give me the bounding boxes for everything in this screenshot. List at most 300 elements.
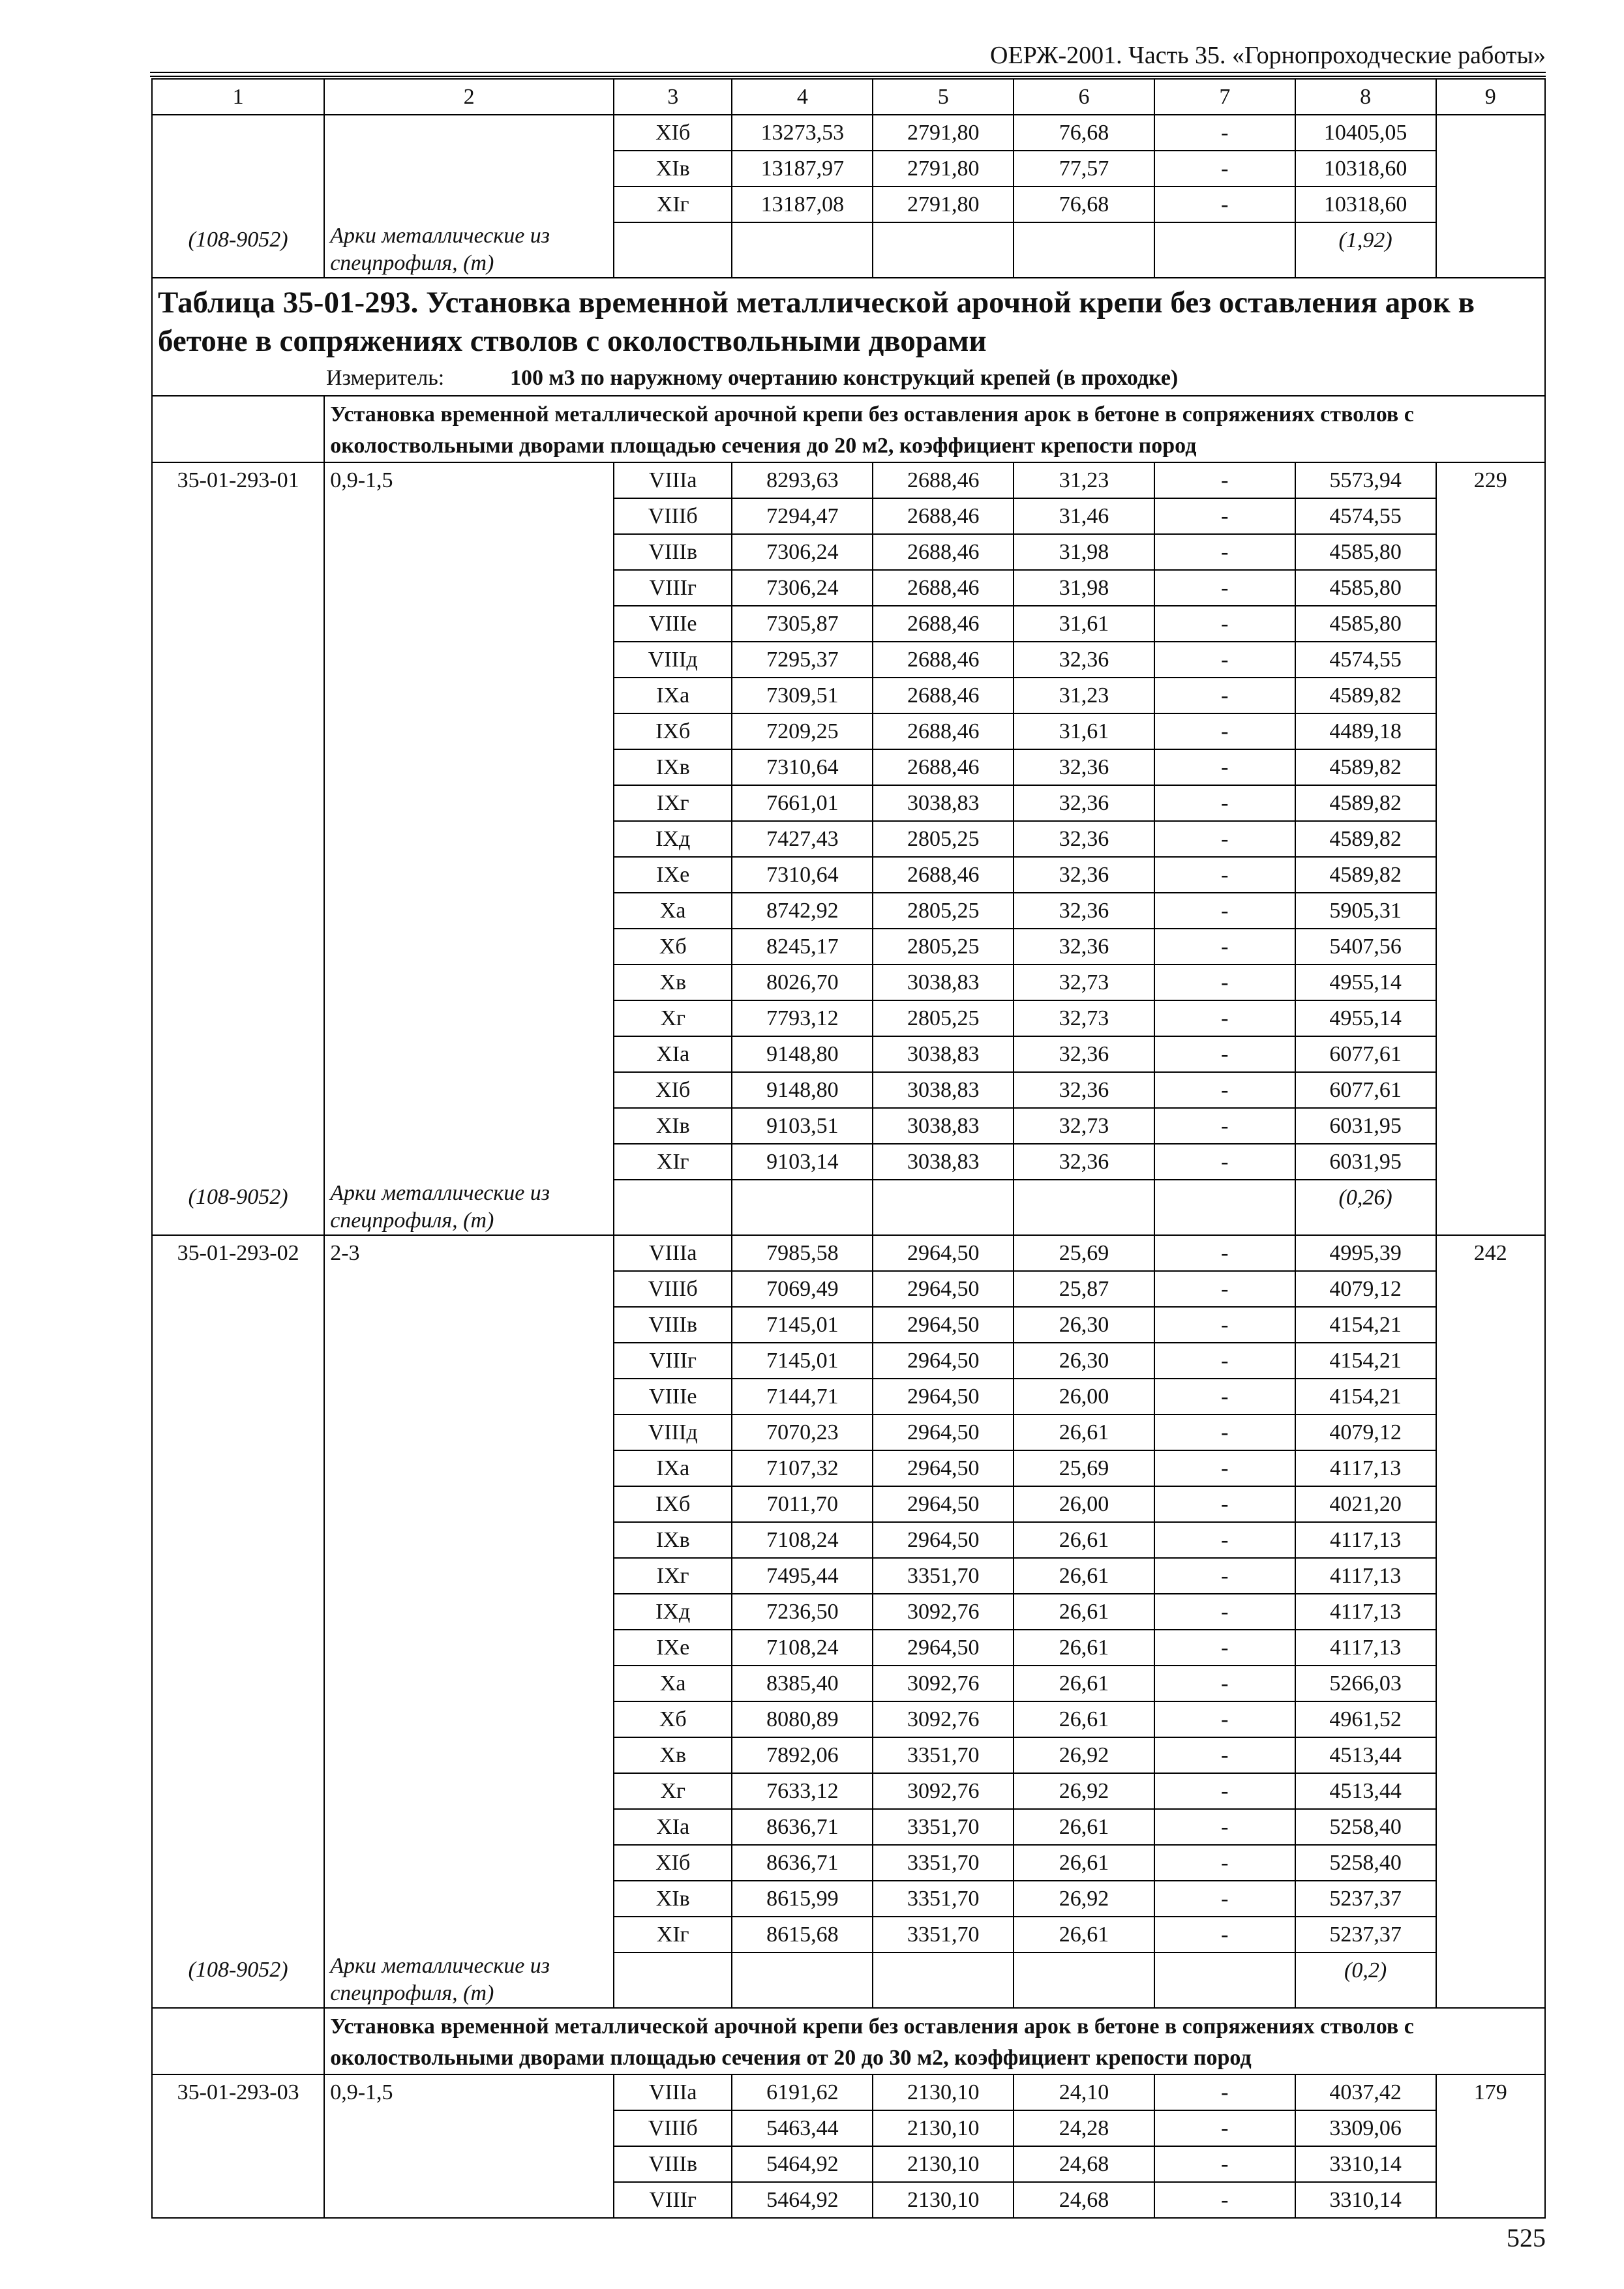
empty-cell: [1014, 222, 1154, 278]
value-cell: 4574,55: [1295, 642, 1436, 678]
value-cell: -: [1154, 1773, 1295, 1809]
rate-code: 35-01-293-01: [152, 462, 324, 498]
value-cell: 3310,14: [1295, 2146, 1436, 2182]
empty-cell: [324, 1343, 614, 1379]
value-cell: 4021,20: [1295, 1486, 1436, 1522]
value-cell: 4117,13: [1295, 1630, 1436, 1666]
caption-row: [152, 278, 1545, 361]
measure-row: [152, 361, 1545, 396]
value-cell: 4513,44: [1295, 1773, 1436, 1809]
value-cell: 7145,01: [732, 1343, 873, 1379]
value-cell: VIIIе: [614, 606, 732, 642]
value-cell: 2688,46: [873, 713, 1014, 749]
value-cell: VIIIв: [614, 1307, 732, 1343]
value-cell: VIIIб: [614, 498, 732, 534]
empty-cell: [324, 1414, 614, 1450]
empty-cell: [152, 857, 324, 893]
table-caption: Таблица 35-01-293. Установка временной металлической арочной крепи без оставления арок в бетоне в сопряжениях стволов с околоствольными дворами: [152, 278, 1545, 361]
section-title: Установка временной металлической арочной крепи без оставления арок в бетоне в сопряжениях стволов с околоствольными дворами площадью сечения от 20 до 30 м2, коэффициент крепости пород: [324, 2008, 1545, 2074]
value-cell: -: [1154, 1737, 1295, 1773]
value-cell: 4154,21: [1295, 1379, 1436, 1414]
empty-cell: [152, 749, 324, 785]
empty-cell: [1014, 1180, 1154, 1235]
value-cell: VIIIг: [614, 2182, 732, 2218]
empty-cell: [152, 570, 324, 606]
empty-cell: [324, 965, 614, 1000]
value-cell: -: [1154, 678, 1295, 713]
value-cell: 7145,01: [732, 1307, 873, 1343]
value-cell: 3038,83: [873, 965, 1014, 1000]
empty-cell: [152, 785, 324, 821]
empty-cell: [1436, 1594, 1545, 1630]
value-cell: 5407,56: [1295, 929, 1436, 965]
column-number: 1: [152, 79, 324, 115]
table-row: [152, 462, 1545, 498]
empty-cell: [152, 1307, 324, 1343]
resource-name: Арки металлические из спецпрофиля, (т): [324, 1952, 614, 2008]
empty-cell: [873, 222, 1014, 278]
value-cell: 6031,95: [1295, 1144, 1436, 1180]
empty-cell: [1154, 1952, 1295, 2008]
value-cell: 2964,50: [873, 1450, 1014, 1486]
empty-cell: [1436, 749, 1545, 785]
value-cell: 2964,50: [873, 1343, 1014, 1379]
value-cell: 32,73: [1014, 965, 1154, 1000]
value-cell: 7985,58: [732, 1235, 873, 1271]
value-cell: -: [1154, 151, 1295, 187]
value-cell: -: [1154, 1701, 1295, 1737]
column-number: 3: [614, 79, 732, 115]
empty-cell: [324, 893, 614, 929]
empty-cell: [1436, 115, 1545, 151]
value-cell: 3092,76: [873, 1773, 1014, 1809]
table-row: [152, 1036, 1545, 1072]
value-cell: 31,23: [1014, 678, 1154, 713]
value-cell: 5237,37: [1295, 1881, 1436, 1917]
column-9-value: 229: [1436, 462, 1545, 498]
table-row: [152, 1630, 1545, 1666]
value-cell: 7108,24: [732, 1630, 873, 1666]
empty-cell: [1436, 857, 1545, 893]
value-cell: 2130,10: [873, 2074, 1014, 2110]
value-cell: 6077,61: [1295, 1072, 1436, 1108]
empty-cell: [324, 1379, 614, 1414]
value-cell: -: [1154, 1036, 1295, 1072]
value-cell: 7306,24: [732, 534, 873, 570]
empty-cell: [324, 1630, 614, 1666]
value-cell: 32,36: [1014, 1144, 1154, 1180]
value-cell: 2688,46: [873, 462, 1014, 498]
value-cell: 3351,70: [873, 1845, 1014, 1881]
empty-cell: [152, 1522, 324, 1558]
value-cell: 9148,80: [732, 1072, 873, 1108]
value-cell: 2791,80: [873, 187, 1014, 222]
table-row: [152, 1773, 1545, 1809]
empty-cell: [324, 1809, 614, 1845]
value-cell: 8385,40: [732, 1666, 873, 1701]
value-cell: Xa: [614, 893, 732, 929]
value-cell: Xв: [614, 1737, 732, 1773]
table-row: [152, 1701, 1545, 1737]
empty-cell: [324, 821, 614, 857]
table-row: [152, 498, 1545, 534]
value-cell: 9148,80: [732, 1036, 873, 1072]
empty-cell: [152, 713, 324, 749]
value-cell: 31,98: [1014, 534, 1154, 570]
resource-qty: (0,2): [1295, 1952, 1436, 2008]
empty-cell: [1436, 570, 1545, 606]
empty-cell: [1436, 1144, 1545, 1180]
empty-cell: [324, 1666, 614, 1701]
value-cell: 7305,87: [732, 606, 873, 642]
value-cell: 7427,43: [732, 821, 873, 857]
empty-cell: [873, 1952, 1014, 2008]
empty-cell: [324, 1144, 614, 1180]
value-cell: 4574,55: [1295, 498, 1436, 534]
value-cell: -: [1154, 187, 1295, 222]
value-cell: 3351,70: [873, 1917, 1014, 1952]
section-title-row: [152, 396, 1545, 462]
value-cell: -: [1154, 2182, 1295, 2218]
value-cell: 3310,14: [1295, 2182, 1436, 2218]
table-row: [152, 1235, 1545, 1271]
value-cell: 2688,46: [873, 534, 1014, 570]
empty-cell: [152, 1036, 324, 1072]
empty-cell: [324, 2146, 614, 2182]
value-cell: 8636,71: [732, 1809, 873, 1845]
value-cell: -: [1154, 1594, 1295, 1630]
value-cell: 4489,18: [1295, 713, 1436, 749]
value-cell: 77,57: [1014, 151, 1154, 187]
value-cell: 2805,25: [873, 893, 1014, 929]
value-cell: 3351,70: [873, 1737, 1014, 1773]
empty-cell: [1436, 1180, 1545, 1235]
empty-cell: [1436, 1952, 1545, 2008]
value-cell: IXб: [614, 1486, 732, 1522]
table-row: [152, 749, 1545, 785]
value-cell: IXa: [614, 678, 732, 713]
value-cell: 2805,25: [873, 929, 1014, 965]
rock-hardness: 2-3: [324, 1235, 614, 1271]
value-cell: IXе: [614, 1630, 732, 1666]
value-cell: 7310,64: [732, 857, 873, 893]
empty-cell: [1436, 222, 1545, 278]
value-cell: 7209,25: [732, 713, 873, 749]
value-cell: -: [1154, 1450, 1295, 1486]
value-cell: IXд: [614, 1594, 732, 1630]
value-cell: 3092,76: [873, 1701, 1014, 1737]
empty-cell: [1436, 1379, 1545, 1414]
empty-cell: [324, 1307, 614, 1343]
empty-cell: [152, 1000, 324, 1036]
empty-cell: [324, 1845, 614, 1881]
value-cell: 26,92: [1014, 1737, 1154, 1773]
empty-cell: [324, 1522, 614, 1558]
empty-cell: [152, 1414, 324, 1450]
value-cell: 26,00: [1014, 1379, 1154, 1414]
table-row: [152, 2146, 1545, 2182]
value-cell: 6077,61: [1295, 1036, 1436, 1072]
value-cell: -: [1154, 785, 1295, 821]
value-cell: XIв: [614, 1108, 732, 1144]
value-cell: 7295,37: [732, 642, 873, 678]
empty-cell: [324, 2182, 614, 2218]
value-cell: 32,36: [1014, 857, 1154, 893]
empty-cell: [1436, 1701, 1545, 1737]
empty-cell: [152, 642, 324, 678]
value-cell: 31,61: [1014, 713, 1154, 749]
value-cell: 3038,83: [873, 1108, 1014, 1144]
empty-cell: [152, 1809, 324, 1845]
empty-cell: [324, 570, 614, 606]
value-cell: -: [1154, 1522, 1295, 1558]
empty-cell: [324, 857, 614, 893]
empty-cell: [614, 1180, 732, 1235]
value-cell: -: [1154, 857, 1295, 893]
value-cell: 2791,80: [873, 115, 1014, 151]
value-cell: -: [1154, 1845, 1295, 1881]
empty-cell: [152, 187, 324, 222]
empty-cell: [1436, 1414, 1545, 1450]
empty-cell: [324, 1558, 614, 1594]
resource-name: Арки металлические из спецпрофиля, (т): [324, 222, 614, 278]
empty-cell: [324, 713, 614, 749]
value-cell: -: [1154, 1343, 1295, 1379]
header-rule: [150, 72, 1546, 73]
value-cell: 7011,70: [732, 1486, 873, 1522]
value-cell: -: [1154, 462, 1295, 498]
table-row: [152, 2110, 1545, 2146]
value-cell: VIIIв: [614, 2146, 732, 2182]
empty-cell: [324, 1737, 614, 1773]
value-cell: 8742,92: [732, 893, 873, 929]
value-cell: 26,61: [1014, 1594, 1154, 1630]
value-cell: 7892,06: [732, 1737, 873, 1773]
value-cell: 7144,71: [732, 1379, 873, 1414]
value-cell: -: [1154, 821, 1295, 857]
value-cell: 31,23: [1014, 462, 1154, 498]
column-number: 5: [873, 79, 1014, 115]
value-cell: VIIIв: [614, 534, 732, 570]
value-cell: -: [1154, 1072, 1295, 1108]
running-header: ОЕРЖ-2001. Часть 35. «Горнопроходческие работы»: [990, 42, 1546, 69]
resource-qty: (1,92): [1295, 222, 1436, 278]
value-cell: 2688,46: [873, 606, 1014, 642]
value-cell: 2964,50: [873, 1522, 1014, 1558]
resource-code: (108-9052): [152, 1952, 324, 2008]
value-cell: 32,73: [1014, 1108, 1154, 1144]
value-cell: XIг: [614, 1917, 732, 1952]
value-cell: 4589,82: [1295, 749, 1436, 785]
value-cell: XIб: [614, 1845, 732, 1881]
table-row: [152, 1379, 1545, 1414]
value-cell: 2805,25: [873, 821, 1014, 857]
value-cell: 4117,13: [1295, 1594, 1436, 1630]
value-cell: -: [1154, 570, 1295, 606]
value-cell: 7070,23: [732, 1414, 873, 1450]
value-cell: -: [1154, 1235, 1295, 1271]
empty-cell: [1436, 1630, 1545, 1666]
value-cell: -: [1154, 965, 1295, 1000]
empty-cell: [324, 1271, 614, 1307]
value-cell: 7236,50: [732, 1594, 873, 1630]
table-row: [152, 151, 1545, 187]
value-cell: VIIIд: [614, 1414, 732, 1450]
rock-hardness: 0,9-1,5: [324, 2074, 614, 2110]
value-cell: 4589,82: [1295, 678, 1436, 713]
table-row: [152, 1809, 1545, 1845]
table-row: [152, 1000, 1545, 1036]
value-cell: VIIIa: [614, 1235, 732, 1271]
value-cell: 32,36: [1014, 642, 1154, 678]
value-cell: 4961,52: [1295, 1701, 1436, 1737]
empty-cell: [1436, 821, 1545, 857]
table-row: [152, 1144, 1545, 1180]
value-cell: 2964,50: [873, 1271, 1014, 1307]
empty-cell: [152, 2110, 324, 2146]
table-row: [152, 857, 1545, 893]
empty-cell: [324, 1108, 614, 1144]
empty-cell: [1436, 1737, 1545, 1773]
empty-cell: [152, 1072, 324, 1108]
table-row: [152, 965, 1545, 1000]
value-cell: 76,68: [1014, 187, 1154, 222]
value-cell: 4117,13: [1295, 1522, 1436, 1558]
value-cell: 31,46: [1014, 498, 1154, 534]
value-cell: 2130,10: [873, 2146, 1014, 2182]
value-cell: VIIIa: [614, 2074, 732, 2110]
value-cell: 4079,12: [1295, 1271, 1436, 1307]
value-cell: 10318,60: [1295, 151, 1436, 187]
value-cell: 2964,50: [873, 1235, 1014, 1271]
table-row: [152, 1845, 1545, 1881]
rates-table: [151, 78, 1546, 2219]
value-cell: 26,61: [1014, 1414, 1154, 1450]
value-cell: 7495,44: [732, 1558, 873, 1594]
value-cell: VIIIг: [614, 1343, 732, 1379]
empty-cell: [1154, 1180, 1295, 1235]
table-row: [152, 785, 1545, 821]
value-cell: Xa: [614, 1666, 732, 1701]
value-cell: -: [1154, 1666, 1295, 1701]
empty-cell: [1436, 713, 1545, 749]
value-cell: Xб: [614, 1701, 732, 1737]
value-cell: -: [1154, 1379, 1295, 1414]
value-cell: 5258,40: [1295, 1809, 1436, 1845]
value-cell: 2688,46: [873, 570, 1014, 606]
empty-cell: [152, 151, 324, 187]
value-cell: Xг: [614, 1773, 732, 1809]
value-cell: -: [1154, 1271, 1295, 1307]
empty-cell: [152, 1917, 324, 1952]
empty-cell: [1436, 151, 1545, 187]
table-row: [152, 1522, 1545, 1558]
empty-cell: [1436, 2110, 1545, 2146]
empty-cell: [152, 929, 324, 965]
value-cell: XIв: [614, 151, 732, 187]
value-cell: -: [1154, 1307, 1295, 1343]
empty-cell: [1436, 1000, 1545, 1036]
rate-code: 35-01-293-03: [152, 2074, 324, 2110]
value-cell: 2964,50: [873, 1379, 1014, 1414]
value-cell: 7310,64: [732, 749, 873, 785]
column-9-value: 242: [1436, 1235, 1545, 1271]
empty-cell: [152, 1144, 324, 1180]
value-cell: 5237,37: [1295, 1917, 1436, 1952]
empty-cell: [152, 1881, 324, 1917]
empty-cell: [1436, 1881, 1545, 1917]
empty-cell: [1436, 498, 1545, 534]
value-cell: 31,98: [1014, 570, 1154, 606]
value-cell: -: [1154, 1558, 1295, 1594]
empty-cell: [1436, 1845, 1545, 1881]
value-cell: VIIIе: [614, 1379, 732, 1414]
value-cell: 4955,14: [1295, 1000, 1436, 1036]
empty-cell: [152, 1450, 324, 1486]
empty-cell: [152, 1845, 324, 1881]
empty-cell: [324, 642, 614, 678]
empty-cell: [324, 749, 614, 785]
value-cell: 8636,71: [732, 1845, 873, 1881]
empty-cell: [1436, 1773, 1545, 1809]
empty-cell: [324, 1701, 614, 1737]
value-cell: 25,69: [1014, 1450, 1154, 1486]
column-number-row: [152, 79, 1545, 115]
value-cell: 26,30: [1014, 1307, 1154, 1343]
value-cell: 26,61: [1014, 1917, 1154, 1952]
empty-cell: [152, 893, 324, 929]
value-cell: -: [1154, 2110, 1295, 2146]
table-row: [152, 115, 1545, 151]
value-cell: XIб: [614, 1072, 732, 1108]
value-cell: 24,10: [1014, 2074, 1154, 2110]
value-cell: 2964,50: [873, 1486, 1014, 1522]
empty-cell: [1436, 1486, 1545, 1522]
empty-cell: [324, 1773, 614, 1809]
empty-cell: [152, 1701, 324, 1737]
value-cell: 4589,82: [1295, 857, 1436, 893]
value-cell: 31,61: [1014, 606, 1154, 642]
resource-row: [152, 1952, 1545, 2008]
table-row: [152, 1343, 1545, 1379]
value-cell: 3038,83: [873, 1072, 1014, 1108]
empty-cell: [1436, 1809, 1545, 1845]
empty-cell: [324, 678, 614, 713]
value-cell: 3038,83: [873, 1036, 1014, 1072]
value-cell: 24,28: [1014, 2110, 1154, 2146]
value-cell: IXе: [614, 857, 732, 893]
empty-cell: [1436, 785, 1545, 821]
empty-cell: [152, 115, 324, 151]
value-cell: IXб: [614, 713, 732, 749]
empty-cell: [1436, 1917, 1545, 1952]
value-cell: -: [1154, 1809, 1295, 1845]
value-cell: 5905,31: [1295, 893, 1436, 929]
value-cell: 2130,10: [873, 2110, 1014, 2146]
value-cell: -: [1154, 534, 1295, 570]
value-cell: 3351,70: [873, 1881, 1014, 1917]
value-cell: -: [1154, 115, 1295, 151]
value-cell: XIa: [614, 1809, 732, 1845]
value-cell: 8615,68: [732, 1917, 873, 1952]
empty-cell: [1436, 678, 1545, 713]
column-number: 8: [1295, 79, 1436, 115]
empty-cell: [152, 1773, 324, 1809]
table-row: [152, 929, 1545, 965]
empty-cell: [324, 2110, 614, 2146]
value-cell: 5266,03: [1295, 1666, 1436, 1701]
resource-code: (108-9052): [152, 222, 324, 278]
